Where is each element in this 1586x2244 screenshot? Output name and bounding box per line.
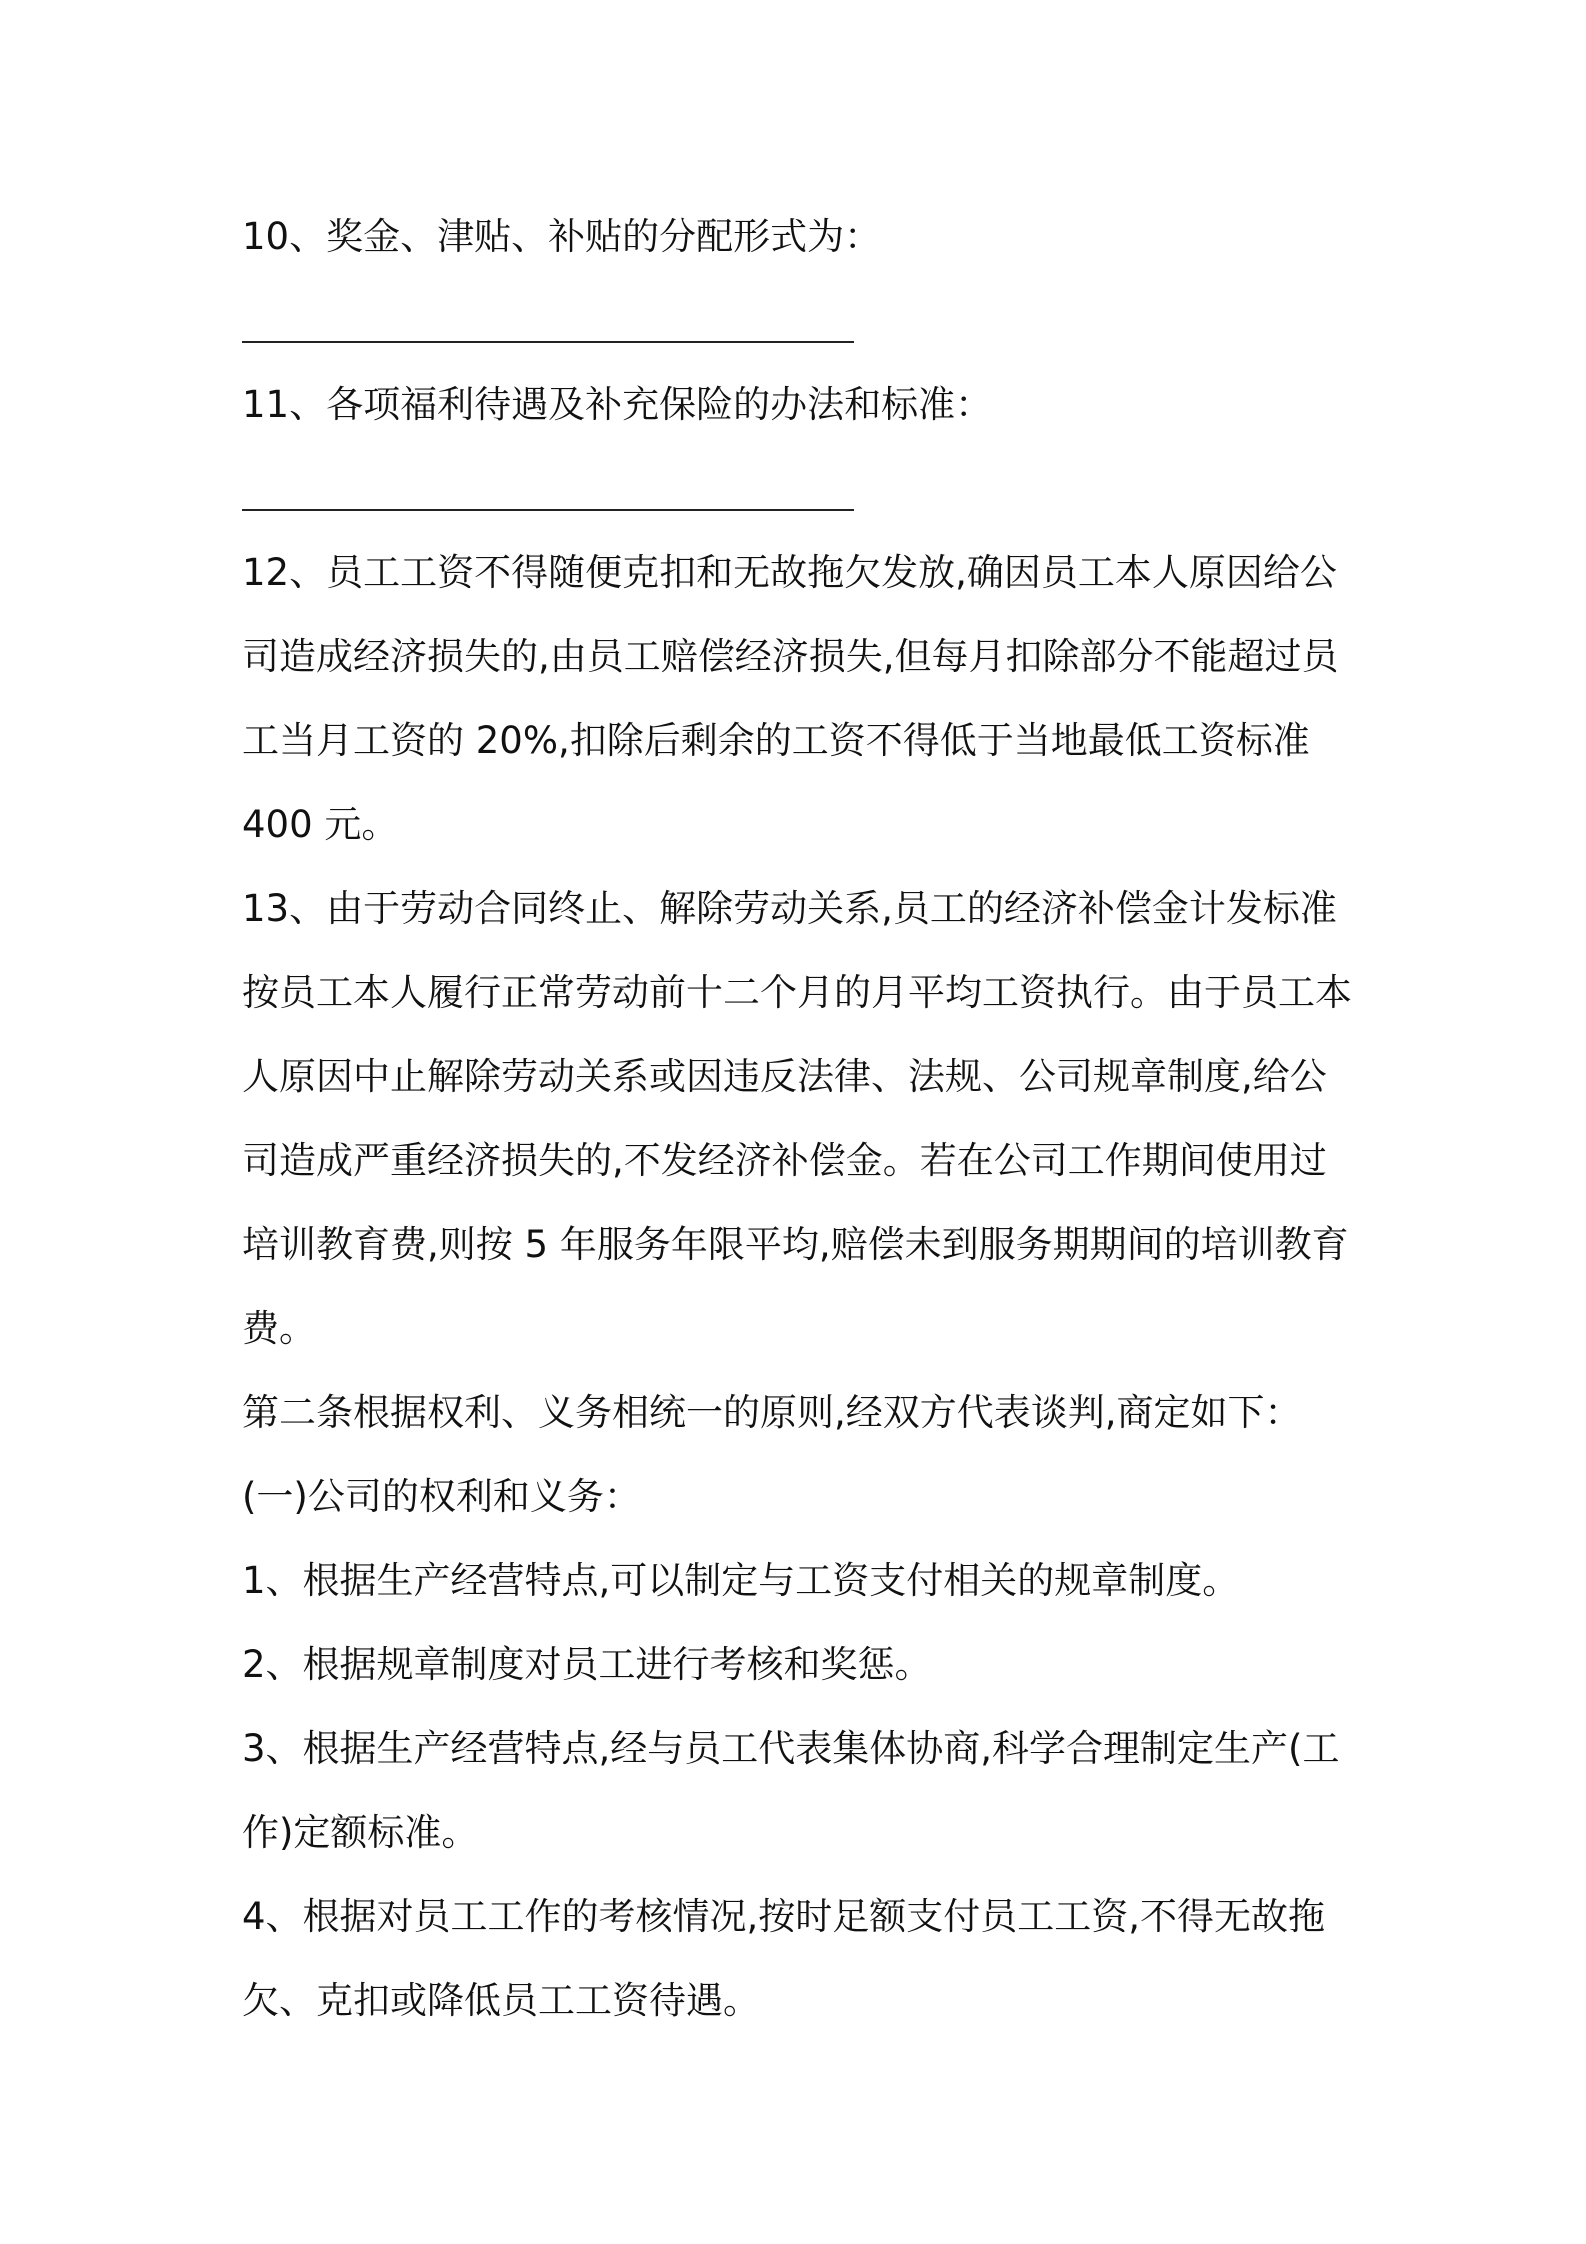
text-line: 费。 [242,1307,316,1350]
text-line: (一)公司的权利和义务： [242,1475,641,1518]
text-line: 人原因中止解除劳动关系或因违反法律、法规、公司规章制度,给公 [242,1055,1327,1098]
text-line: 2、根据规章制度对员工进行考核和奖惩。 [242,1643,932,1686]
text-line: 3、根据生产经营特点,经与员工代表集体协商,科学合理制定生产(工 [242,1727,1340,1770]
text-line: 13、由于劳动合同终止、解除劳动关系,员工的经济补偿金计发标准 [242,887,1337,930]
blank-line [242,279,854,363]
text-line: 1、根据生产经营特点,可以制定与工资支付相关的规章制度。 [242,1559,1240,1602]
text-line: 培训教育费,则按 5 年服务年限平均,赔偿未到服务期期间的培训教育 [242,1223,1349,1266]
text-line: 11、各项福利待遇及补充保险的办法和标准： [242,383,993,426]
text-line: 400 元。 [242,803,399,846]
text-line: 司造成经济损失的,由员工赔偿经济损失,但每月扣除部分不能超过员 [242,635,1339,678]
blank-line [242,447,854,531]
document-body [242,195,1362,2043]
text-line: 司造成严重经济损失的,不发经济补偿金。若在公司工作期间使用过 [242,1139,1327,1182]
text-line: 10、奖金、津贴、补贴的分配形式为： [242,215,882,258]
text-line: 按员工本人履行正常劳动前十二个月的月平均工资执行。由于员工本 [242,971,1352,1014]
text-line: 工当月工资的 20%,扣除后剩余的工资不得低于当地最低工资标准 [242,719,1310,762]
text-line: 12、员工工资不得随便克扣和无故拖欠发放,确因员工本人原因给公 [242,551,1337,594]
text-line: 欠、克扣或降低员工工资待遇。 [242,1979,760,2022]
text-line: 作)定额标准。 [242,1811,479,1854]
text-line: 4、根据对员工工作的考核情况,按时足额支付员工工资,不得无故拖 [242,1895,1326,1938]
text-line: 第二条根据权利、义务相统一的原则,经双方代表谈判,商定如下： [242,1391,1302,1434]
